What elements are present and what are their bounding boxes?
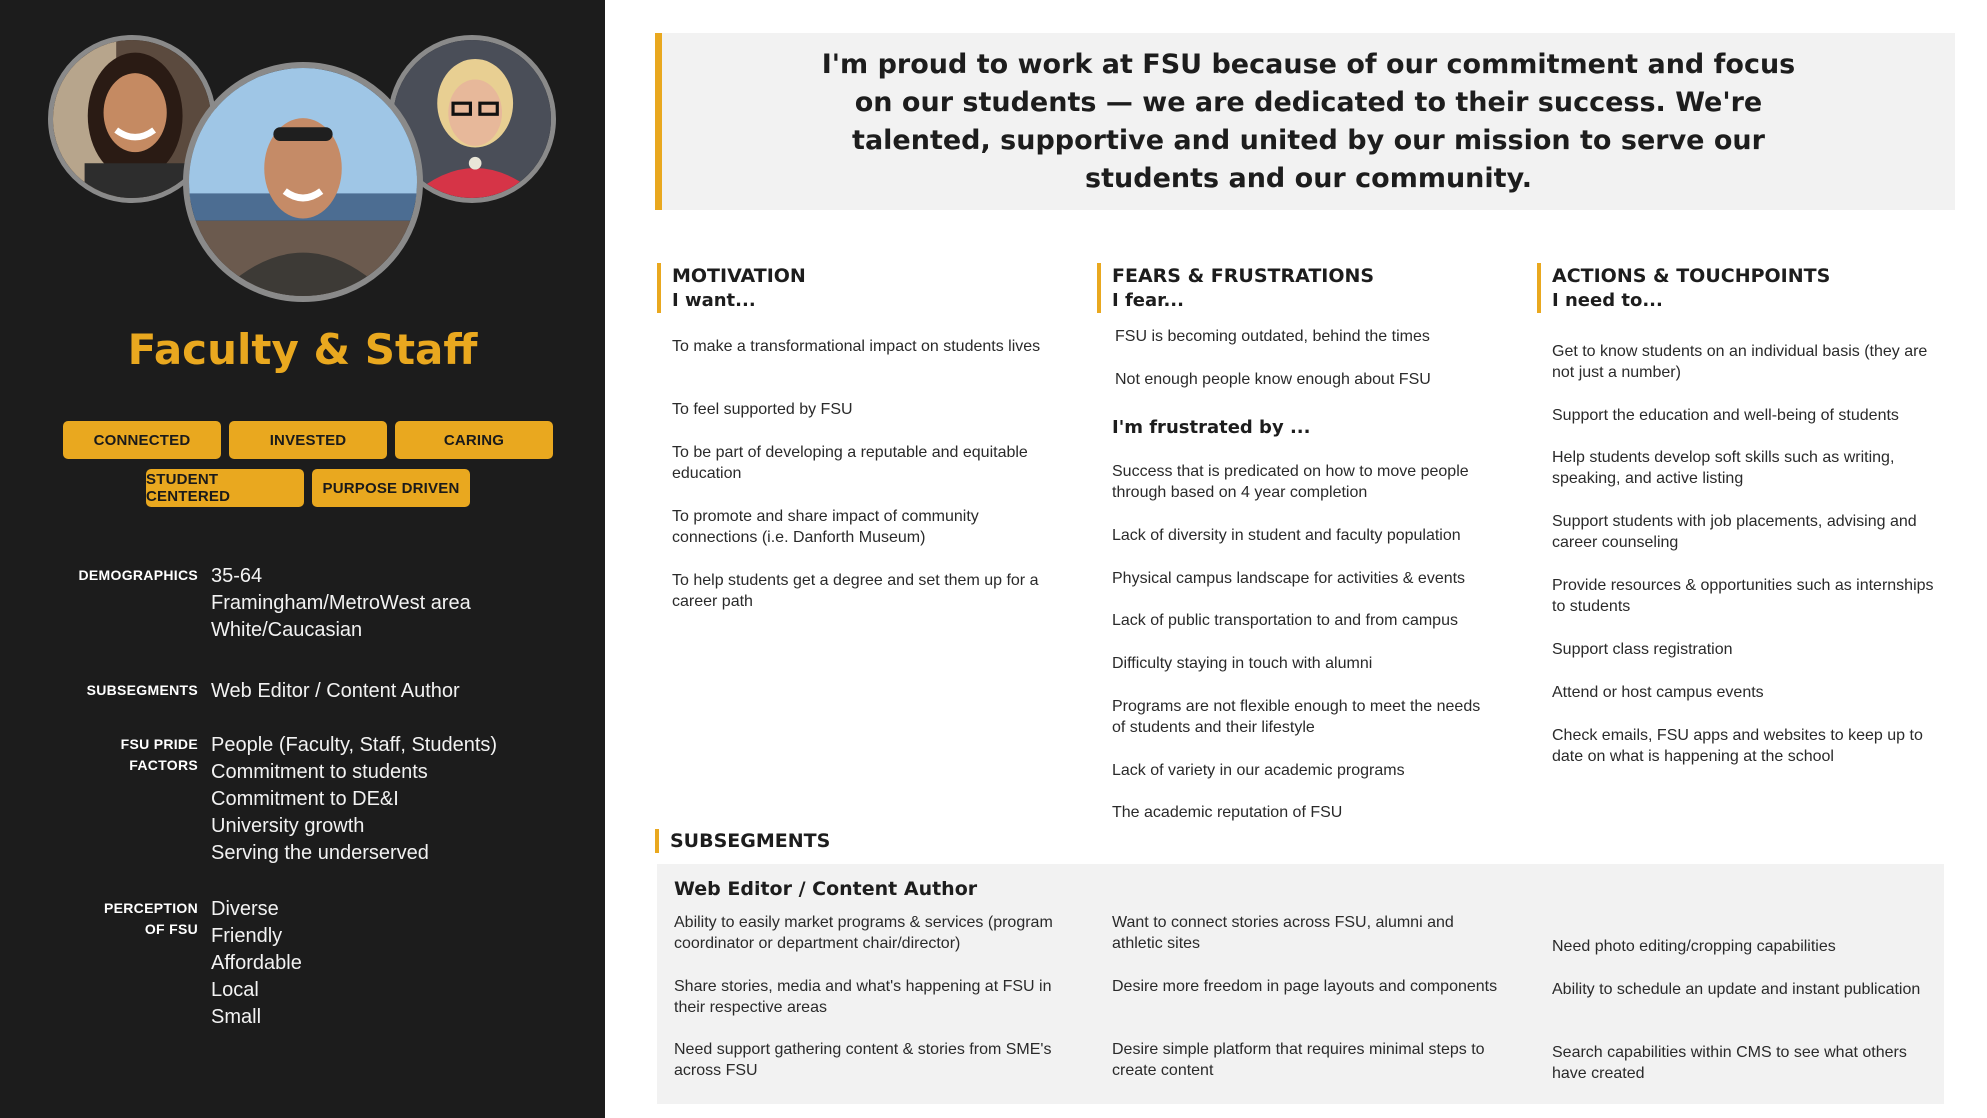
subsegment-value: Web Editor / Content Author — [211, 680, 460, 702]
motivation-heading-block — [657, 263, 806, 313]
perception-item: Small — [211, 1006, 262, 1028]
motivation-item: To feel supported by FSU — [672, 401, 853, 418]
motivation-item: To be part of developing a reputable and equitable education — [672, 444, 1028, 482]
fears-heading-block — [1097, 263, 1374, 313]
pride-label-line-1: FSU PRIDE — [120, 736, 198, 752]
perception-label-line-1: PERCEPTION — [103, 900, 198, 916]
frustration-item: Programs are not flexible enough to meet the needs of students and their lifestyle — [1112, 698, 1481, 736]
subsegments-heading: SUBSEGMENTS — [655, 829, 830, 853]
perception-item: Affordable — [211, 952, 302, 974]
motivation-item: To make a transformational impact on students lives — [672, 338, 1041, 355]
pride-factors-label — [40, 734, 198, 776]
subsegment-item: Need photo editing/cropping capabilities — [1552, 938, 1836, 955]
frustration-item: Lack of diversity in student and faculty population — [1112, 527, 1461, 544]
action-item: Support class registration — [1552, 641, 1733, 658]
persona-title: Faculty & Staff — [127, 325, 478, 374]
action-item: Support the education and well-being of students — [1552, 407, 1899, 424]
demographics-ethnicity: White/Caucasian — [211, 619, 363, 641]
subsegments-label: SUBSEGMENTS — [86, 682, 198, 698]
perception-values — [211, 896, 591, 1031]
frustration-item: Lack of public transportation to and from campus — [1112, 612, 1458, 629]
frustration-item: Success that is predicated on how to move people through based on 4 year completion — [1112, 463, 1469, 501]
subsegment-item: Search capabilities within CMS to see what others have created — [1552, 1044, 1907, 1082]
subsegment-item: Ability to schedule an update and instant publication — [1552, 981, 1921, 998]
pride-item: Commitment to students — [211, 761, 428, 783]
demographics-label: DEMOGRAPHICS — [78, 567, 198, 583]
action-item: Get to know students on an individual basis (they are not just a number) — [1552, 343, 1928, 381]
action-item: Help students develop soft skills such as writing, speaking, and active listing — [1552, 449, 1895, 487]
pride-item: People (Faculty, Staff, Students) — [211, 734, 498, 756]
frustration-item: The academic reputation of FSU — [1112, 804, 1343, 821]
perception-label — [40, 898, 198, 940]
motivation-subheading: I want... — [672, 290, 756, 311]
actions-heading-block — [1537, 263, 1830, 313]
pride-item: Serving the underserved — [211, 842, 429, 864]
tag-caring: CARING — [395, 421, 553, 459]
action-item: Attend or host campus events — [1552, 684, 1764, 701]
pride-item: University growth — [211, 815, 365, 837]
subsegment-item: Share stories, media and what's happening at FSU in their respective areas — [674, 978, 1052, 1016]
actions-heading: ACTIONS & TOUCHPOINTS — [1552, 265, 1831, 287]
frustration-item: Lack of variety in our academic programs — [1112, 762, 1405, 779]
actions-subheading: I need to... — [1552, 290, 1663, 311]
pride-label-line-2: FACTORS — [129, 757, 198, 773]
frustration-item: Difficulty staying in touch with alumni — [1112, 655, 1373, 672]
tag-purpose-driven: PURPOSE DRIVEN — [312, 469, 470, 507]
subsegment-item: Need support gathering content & stories from SME's across FSU — [674, 1041, 1052, 1079]
demographics-values — [211, 563, 591, 644]
persona-photo-man — [183, 62, 423, 302]
demographics-age: 35-64 — [211, 565, 263, 587]
perception-item: Diverse — [211, 898, 279, 920]
fears-subheading: I fear... — [1112, 290, 1184, 311]
fears-heading: FEARS & FRUSTRATIONS — [1112, 265, 1375, 287]
demographics-location: Framingham/MetroWest area — [211, 592, 471, 614]
subsegment-title: Web Editor / Content Author — [674, 878, 978, 900]
subsegment-item: Desire simple platform that requires minimal steps to create content — [1112, 1041, 1485, 1079]
motivation-item: To promote and share impact of community connections (i.e. Danforth Museum) — [672, 508, 979, 546]
tag-student-centered: STUDENT CENTERED — [146, 469, 304, 507]
tag-connected: CONNECTED — [63, 421, 221, 459]
tag-invested: INVESTED — [229, 421, 387, 459]
persona-panel — [0, 0, 605, 1118]
motivation-item: To help students get a degree and set them up for a career path — [672, 572, 1039, 610]
frustrated-heading: I'm frustrated by ... — [1112, 417, 1311, 438]
action-item: Check emails, FSU apps and websites to keep up to date on what is happening at the school — [1552, 727, 1923, 765]
action-item: Support students with job placements, advising and career counseling — [1552, 513, 1917, 551]
pride-factors-values — [211, 732, 591, 867]
persona-quote-box — [655, 33, 1955, 210]
subsegment-card — [657, 864, 1944, 1104]
action-item: Provide resources & opportunities such as internships to students — [1552, 577, 1934, 615]
persona-quote: I'm proud to work at FSU because of our commitment and focus on our students — we are dedicated to their success. We're talented, supportive and united by our mission to serve our students and our community. — [821, 48, 1796, 194]
pride-item: Commitment to DE&I — [211, 788, 399, 810]
fear-item: FSU is becoming outdated, behind the times — [1115, 328, 1430, 345]
perception-item: Local — [211, 979, 259, 1001]
subsegments-values — [211, 678, 591, 705]
subsegment-item: Want to connect stories across FSU, alumni and athletic sites — [1112, 914, 1454, 952]
subsegment-item: Ability to easily market programs & services (program coordinator or department chair/director) — [674, 914, 1053, 952]
motivation-heading: MOTIVATION — [672, 265, 806, 287]
perception-label-line-2: OF FSU — [144, 921, 198, 937]
perception-item: Friendly — [211, 925, 283, 947]
frustration-item: Physical campus landscape for activities & events — [1112, 570, 1466, 587]
subsegment-item: Desire more freedom in page layouts and components — [1112, 978, 1498, 995]
fear-item: Not enough people know enough about FSU — [1115, 371, 1431, 388]
